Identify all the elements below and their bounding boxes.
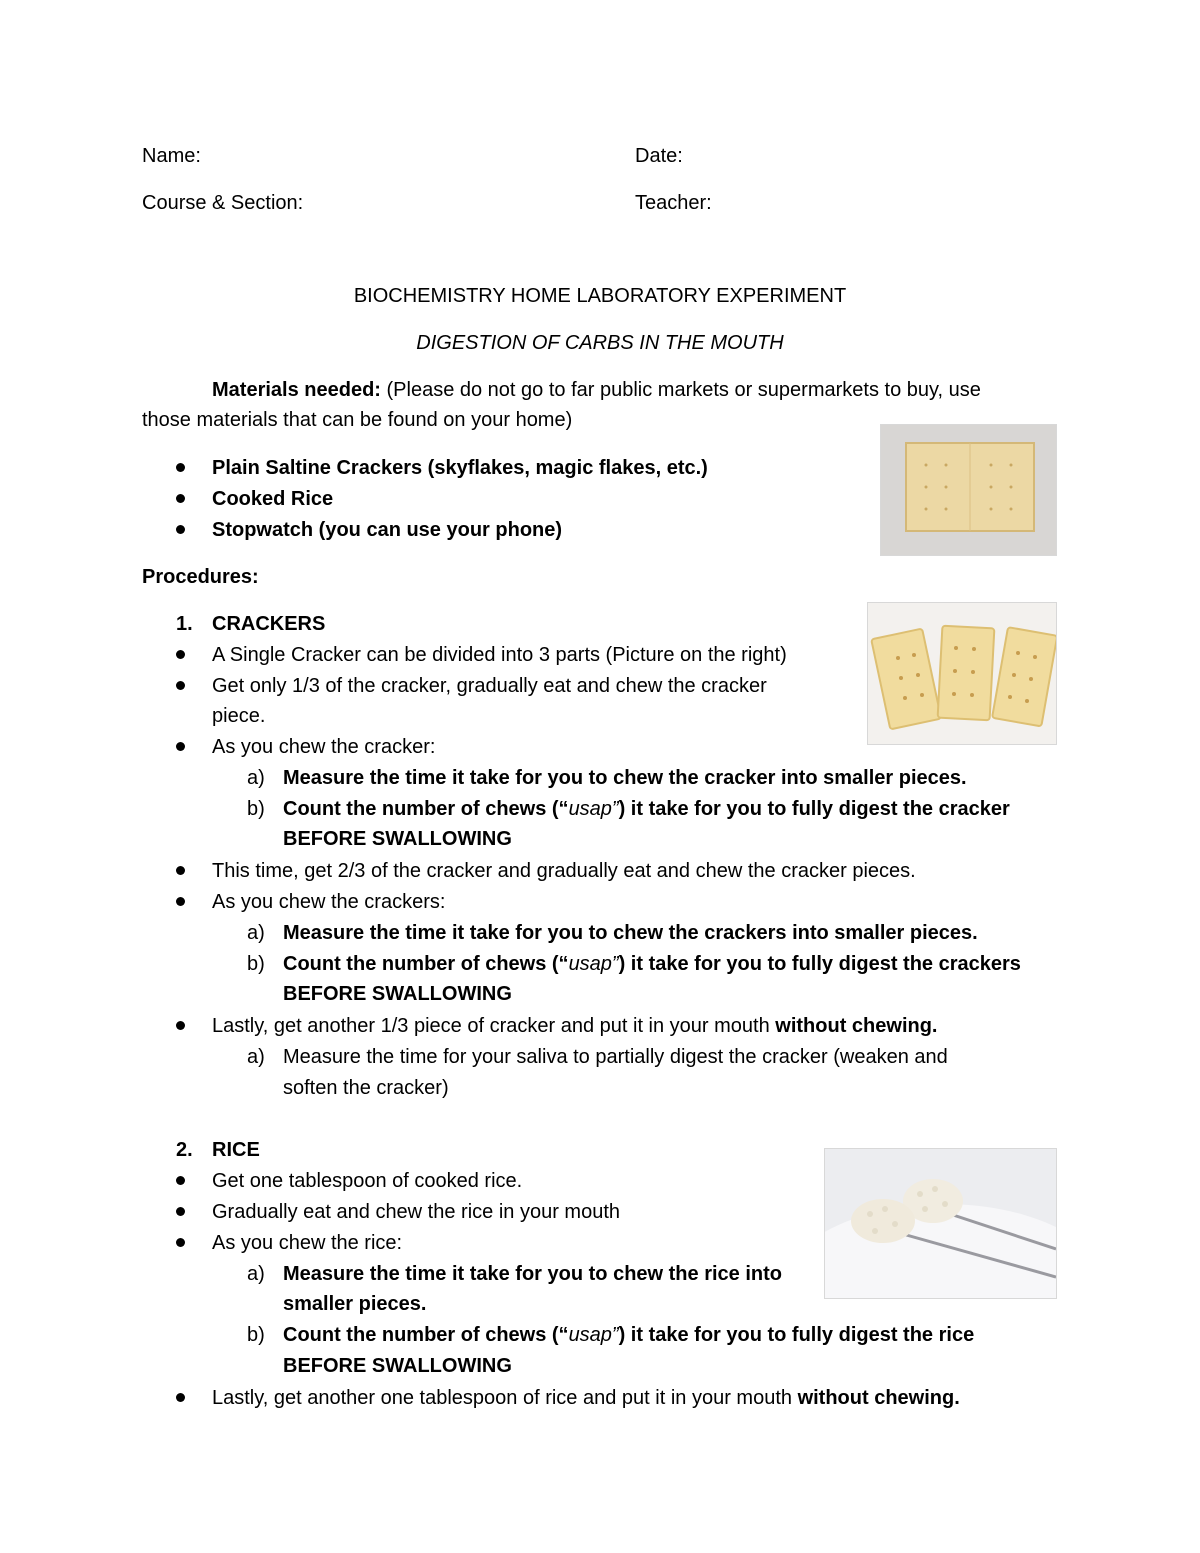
cracker-substep: Measure the time for your saliva to partially digest the cracker (weaken and	[283, 1046, 948, 1068]
cracker-substep	[283, 796, 1010, 822]
rice-spoons-photo	[824, 1148, 1057, 1299]
cracker-step	[212, 1013, 938, 1039]
step-text-bold: without chewing.	[775, 1015, 938, 1037]
substep-text: Count the number of chews (“	[283, 953, 569, 975]
material-item: Stopwatch (you can use your phone)	[212, 519, 563, 541]
substep-text: ) it take for you to fully digest the rice	[618, 1324, 975, 1346]
cracker-substep-cont: BEFORE SWALLOWING	[283, 828, 512, 850]
three-cracker-pieces-photo	[867, 602, 1057, 745]
sub-letter: a)	[247, 922, 265, 944]
materials-note-2: those materials that can be found on your home)	[142, 409, 573, 431]
usap-word: usap”	[568, 953, 619, 975]
bullet-dot	[176, 650, 185, 659]
sub-letter: a)	[247, 767, 265, 789]
rice-substep	[283, 1322, 974, 1348]
bullet-dot	[176, 742, 185, 751]
date-label: Date:	[635, 145, 683, 167]
bullet-dot	[176, 897, 185, 906]
procedures-label: Procedures:	[142, 566, 259, 588]
bullet-dot	[176, 1393, 185, 1402]
bullet-dot	[176, 1176, 185, 1185]
usap-word: usap”	[568, 798, 619, 820]
substep-text: ) it take for you to fully digest the cracker	[618, 798, 1010, 820]
sub-letter: b)	[247, 953, 265, 975]
cracker-step: As you chew the crackers:	[212, 891, 446, 913]
substep-text: Count the number of chews (“	[283, 798, 569, 820]
materials-label: Materials needed:	[212, 379, 381, 401]
rice-substep-cont: BEFORE SWALLOWING	[283, 1355, 512, 1377]
bullet-dot	[176, 866, 185, 875]
rice-step: Gradually eat and chew the rice in your mouth	[212, 1201, 620, 1223]
substep-text: ) it take for you to fully digest the crackers	[618, 953, 1021, 975]
substep-text: Count the number of chews (“	[283, 1324, 569, 1346]
usap-word: usap”	[568, 1324, 619, 1346]
step-text: Lastly, get another one tablespoon of rice and put it in your mouth	[212, 1387, 798, 1409]
cracker-substep: Measure the time it take for you to chew the crackers into smaller pieces.	[283, 922, 978, 944]
cracker-step: As you chew the cracker:	[212, 736, 436, 758]
sub-letter: a)	[247, 1263, 265, 1285]
section-heading-rice: RICE	[212, 1139, 260, 1161]
bullet-dot	[176, 1238, 185, 1247]
cracker-step: A Single Cracker can be divided into 3 parts (Picture on the right)	[212, 644, 787, 666]
rice-step: Get one tablespoon of cooked rice.	[212, 1170, 523, 1192]
cracker-substep: Measure the time it take for you to chew the cracker into smaller pieces.	[283, 767, 967, 789]
materials-line1	[212, 377, 981, 403]
section-heading-crackers: CRACKERS	[212, 613, 326, 635]
cracker-step: This time, get 2/3 of the cracker and gradually eat and chew the cracker pieces.	[212, 860, 916, 882]
rice-step: As you chew the rice:	[212, 1232, 403, 1254]
cracker-substep	[283, 951, 1021, 977]
cracker-step-cont: piece.	[212, 705, 266, 727]
teacher-label: Teacher:	[635, 192, 712, 214]
cracker-substep-cont: BEFORE SWALLOWING	[283, 983, 512, 1005]
step-text-bold: without chewing.	[797, 1387, 960, 1409]
page-subtitle: DIGESTION OF CARBS IN THE MOUTH	[416, 332, 784, 354]
course-section-label: Course & Section:	[142, 192, 304, 214]
saltine-cracker-photo	[880, 424, 1057, 556]
material-item: Plain Saltine Crackers (skyflakes, magic flakes, etc.)	[212, 457, 708, 479]
rice-substep: Measure the time it take for you to chew the rice into	[283, 1263, 782, 1285]
page-title: BIOCHEMISTRY HOME LABORATORY EXPERIMENT	[353, 285, 847, 307]
section-number: 2.	[176, 1139, 193, 1161]
name-label: Name:	[142, 145, 201, 167]
sub-letter: b)	[247, 798, 265, 820]
bullet-dot	[176, 494, 185, 503]
sub-letter: a)	[247, 1046, 265, 1068]
bullet-dot	[176, 463, 185, 472]
rice-substep-cont: smaller pieces.	[283, 1293, 427, 1315]
bullet-dot	[176, 681, 185, 690]
material-item: Cooked Rice	[212, 488, 334, 510]
bullet-dot	[176, 525, 185, 534]
bullet-dot	[176, 1207, 185, 1216]
step-text: Lastly, get another 1/3 piece of cracker and put it in your mouth	[212, 1015, 776, 1037]
bullet-dot	[176, 1021, 185, 1030]
sub-letter: b)	[247, 1324, 265, 1346]
rice-step	[212, 1385, 960, 1411]
cracker-substep-cont: soften the cracker)	[283, 1077, 449, 1099]
cracker-step: Get only 1/3 of the cracker, gradually eat and chew the cracker	[212, 675, 767, 697]
materials-note-1: (Please do not go to far public markets or supermarkets to buy, use	[380, 379, 981, 401]
section-number: 1.	[176, 613, 193, 635]
